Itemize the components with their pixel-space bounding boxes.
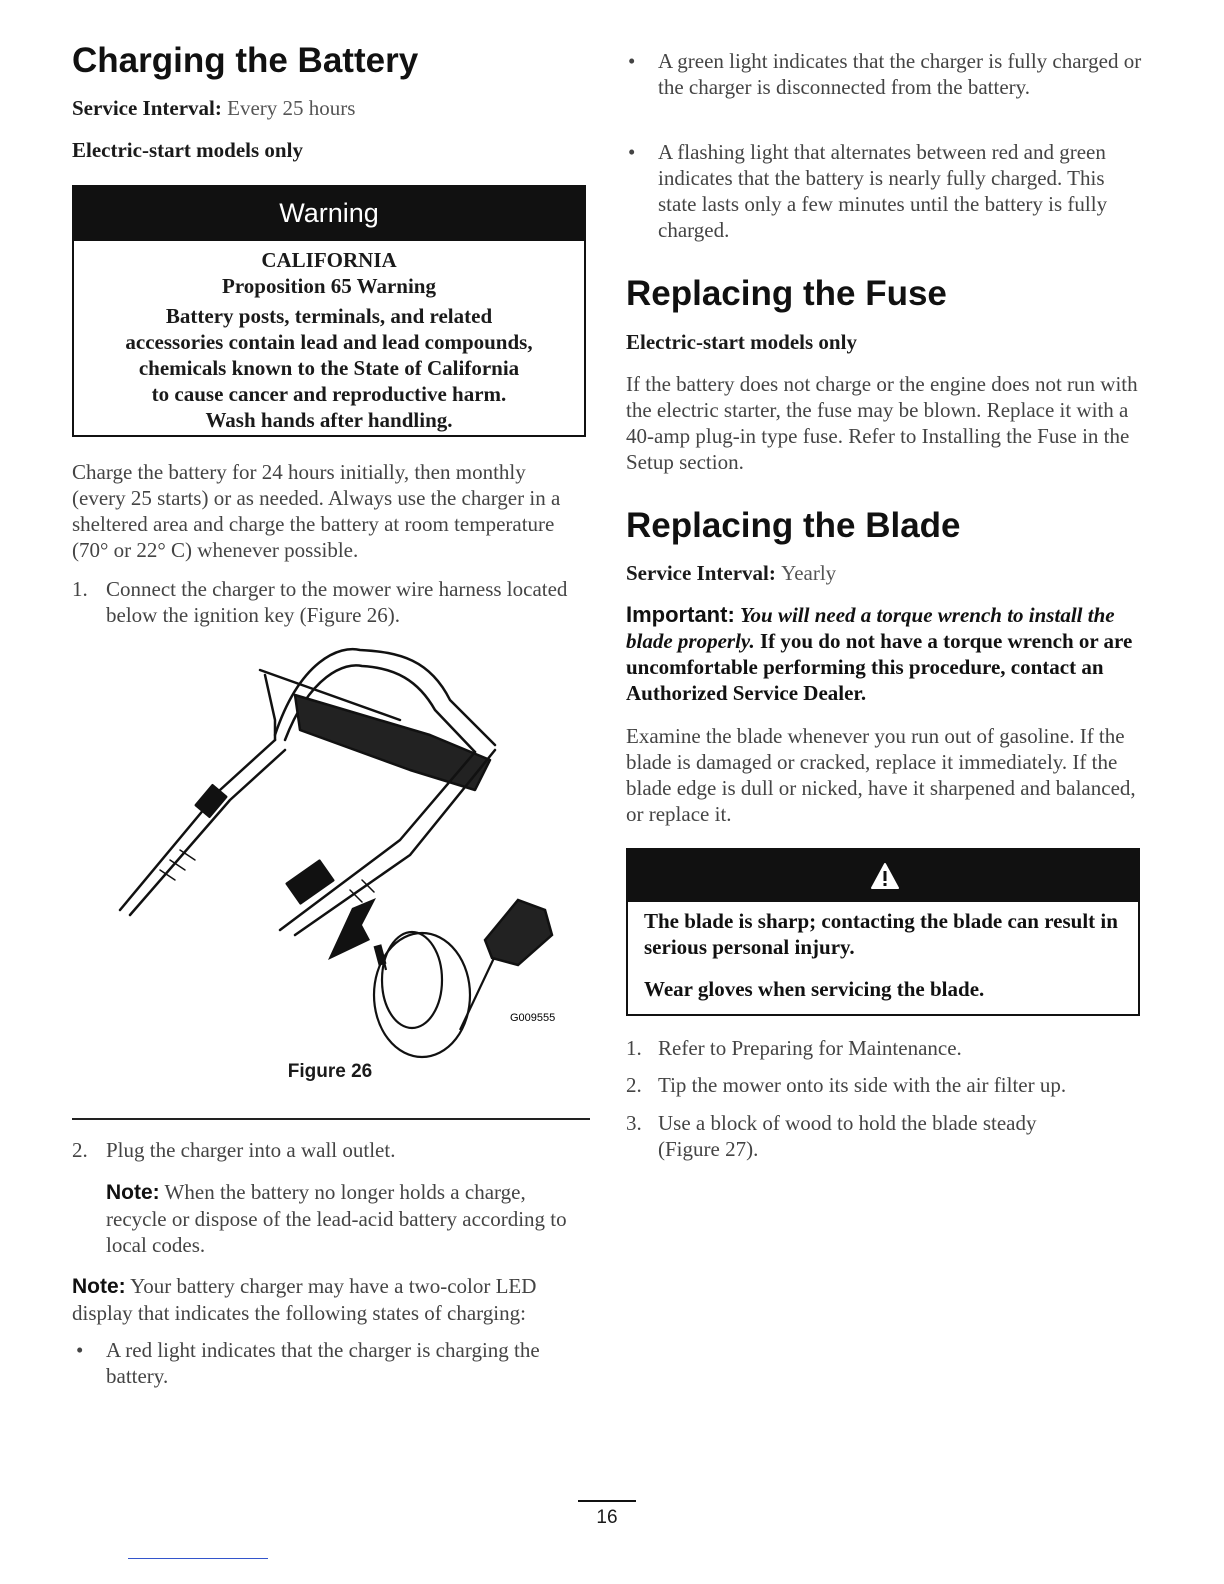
service-interval-value: Yearly bbox=[781, 561, 837, 585]
electric-start-note: Electric-start models only bbox=[72, 138, 303, 162]
service-interval-label: Service Interval: bbox=[626, 561, 776, 585]
section-title-fuse: Replacing the Fuse bbox=[626, 274, 947, 313]
figure-26-illustration bbox=[100, 640, 570, 1060]
fuse-electric-start-note: Electric-start models only bbox=[626, 330, 857, 354]
note-recycle bbox=[106, 1179, 584, 1258]
warning-triangle-icon bbox=[870, 862, 900, 890]
warning-line: accessories contain lead and lead compounds, bbox=[125, 330, 533, 354]
charging-step-1: Connect the charger to the mower wire harness located below the ignition key (Figure 26). bbox=[106, 577, 568, 627]
caution-line-gloves: Wear gloves when servicing the blade. bbox=[644, 977, 985, 1001]
fuse-body: If the battery does not charge or the engine does not run with the electric starter, the fuse may be blown. Replace it with a 40-amp plug-in type fuse. Refer to Installing the Fuse in the Setup section. bbox=[626, 372, 1138, 474]
blade-caution-box bbox=[626, 848, 1140, 1016]
step-number: 1. bbox=[626, 1036, 642, 1060]
note-label: Note: bbox=[106, 1181, 160, 1204]
note-led-text: Your battery charger may have a two-color LED display that indicates the following states of charging: bbox=[72, 1274, 537, 1325]
step-number: 2. bbox=[72, 1138, 88, 1162]
bullet-red-light: A red light indicates that the charger is charging the battery. bbox=[106, 1338, 540, 1388]
charging-step-2: Plug the charger into a wall outlet. bbox=[106, 1138, 396, 1162]
warning-line-california: CALIFORNIA bbox=[261, 248, 397, 272]
service-interval-value: Every 25 hours bbox=[227, 96, 356, 120]
figure-26-caption: Figure 26 bbox=[287, 1061, 373, 1082]
step-number: 1. bbox=[72, 577, 88, 601]
service-interval bbox=[72, 96, 355, 121]
blade-service-interval bbox=[626, 561, 836, 586]
figure-rule bbox=[72, 1118, 590, 1120]
charging-intro: Charge the battery for 24 hours initially, then monthly (every 25 starts) or as needed. Always use the charger in a sheltered area and charge the battery at room temperature (70° or 22° C) whenever possible. bbox=[72, 460, 561, 562]
footer-link-line bbox=[128, 1558, 268, 1559]
warning-header: Warning bbox=[74, 187, 584, 241]
caution-line-sharp: The blade is sharp; contacting the blade can result in serious personal injury. bbox=[644, 909, 1118, 959]
blade-body: Examine the blade whenever you run out of gasoline. If the blade is damaged or cracked, replace it immediately. If the blade edge is dull or nicked, have it sharpened and balanced, or replace it. bbox=[626, 724, 1136, 826]
warning-line: Wash hands after handling. bbox=[205, 408, 453, 432]
blade-step-3: Use a block of wood to hold the blade steady (Figure 27). bbox=[658, 1111, 1037, 1161]
warning-line-prop65: Proposition 65 Warning bbox=[222, 274, 436, 298]
bullet-marker: • bbox=[628, 49, 636, 73]
warning-body bbox=[74, 241, 584, 433]
prop65-warning-box bbox=[72, 185, 586, 437]
page-number: 16 bbox=[596, 1507, 618, 1528]
warning-line: Battery posts, terminals, and related bbox=[165, 304, 493, 328]
blade-step-2: Tip the mower onto its side with the air filter up. bbox=[658, 1073, 1067, 1097]
step-number: 2. bbox=[626, 1073, 642, 1097]
step-number: 3. bbox=[626, 1111, 642, 1135]
important-note bbox=[626, 602, 1146, 706]
note-recycle-text: When the battery no longer holds a charge, recycle or dispose of the lead-acid battery according to local codes. bbox=[106, 1180, 567, 1257]
warning-line: to cause cancer and reproductive harm. bbox=[151, 382, 507, 406]
caution-header bbox=[628, 850, 1138, 902]
bullet-green-light: A green light indicates that the charger is fully charged or the charger is disconnected from the battery. bbox=[658, 49, 1142, 99]
battery-charger bbox=[485, 900, 552, 965]
important-label: Important: bbox=[626, 602, 735, 627]
bullet-marker: • bbox=[628, 140, 636, 164]
note-label: Note: bbox=[72, 1275, 126, 1298]
important-text: If you do not have a torque wrench or are uncomfortable performing this procedure, contact an Authorized Service Dealer. bbox=[626, 629, 1133, 705]
section-title-charging: Charging the Battery bbox=[72, 41, 419, 80]
page-number-rule bbox=[578, 1500, 636, 1502]
section-title-blade: Replacing the Blade bbox=[626, 506, 961, 545]
bullet-marker: • bbox=[76, 1338, 84, 1362]
important-italic-text: You will need a torque wrench to install the blade properly. bbox=[626, 603, 1115, 653]
figure-code: G009555 bbox=[510, 1012, 556, 1024]
service-interval-label: Service Interval: bbox=[72, 96, 222, 120]
blade-step-1: Refer to Preparing for Maintenance. bbox=[658, 1036, 962, 1060]
bullet-flashing-light: A flashing light that alternates between red and green indicates that the battery is nearly fully charged. This state lasts only a few minutes until the battery is fully charged. bbox=[658, 140, 1108, 242]
warning-line: chemicals known to the State of California bbox=[138, 356, 520, 380]
note-led bbox=[72, 1273, 586, 1326]
